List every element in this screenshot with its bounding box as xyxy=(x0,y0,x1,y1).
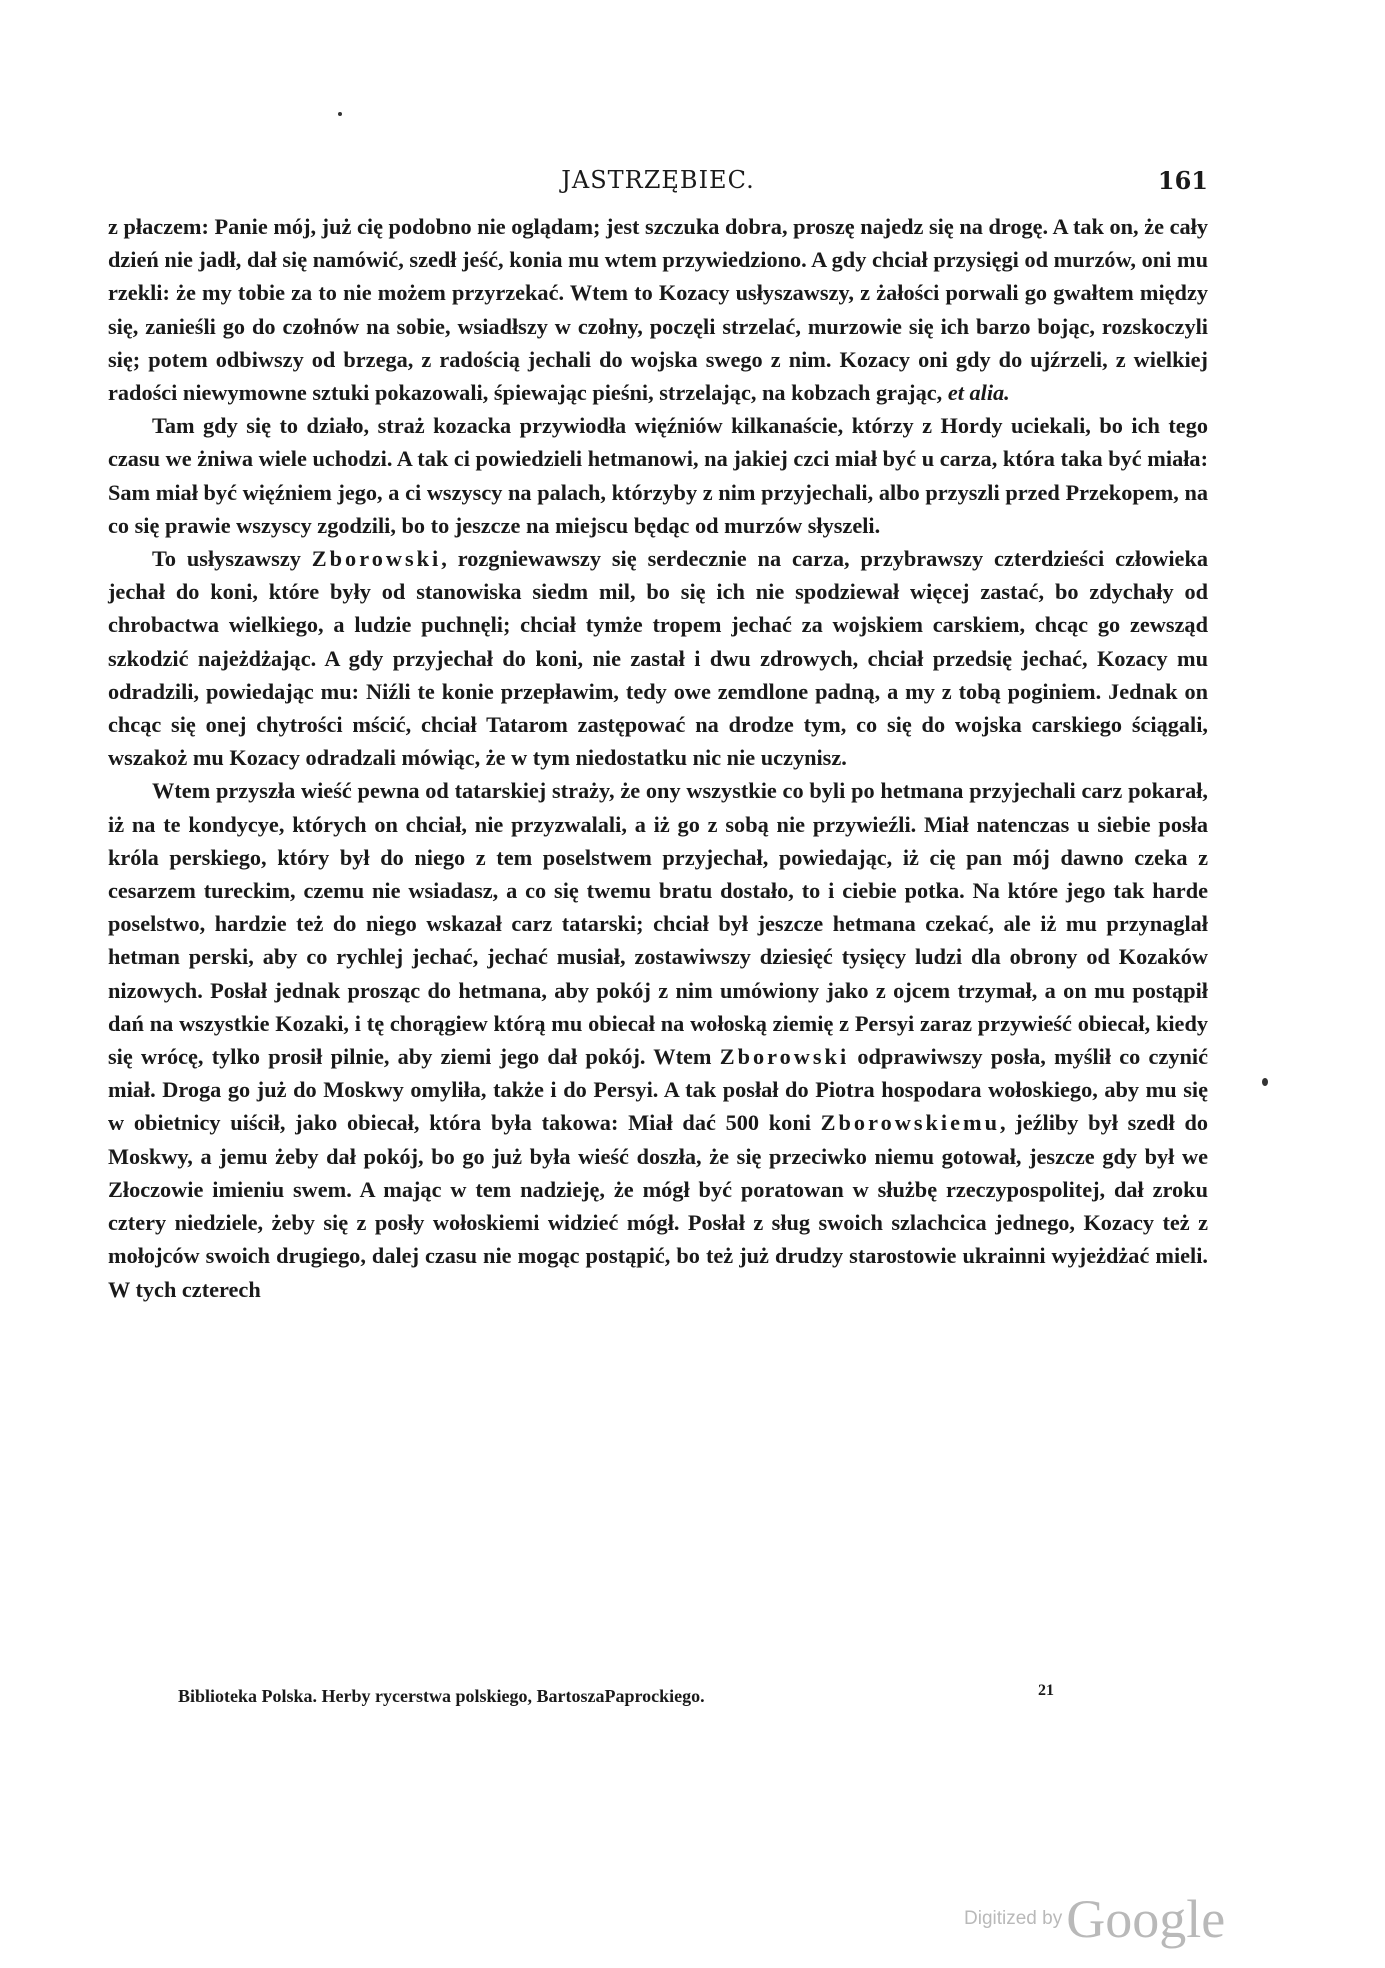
latin-phrase: et alia. xyxy=(947,380,1010,406)
speck-mark xyxy=(1262,1078,1268,1086)
speck-mark xyxy=(338,112,342,116)
document-page xyxy=(108,160,1208,1306)
paragraph-text: Wtem przyszła wieść pewna od tatarskiej straży, że ony wszystkie co byli po hetmana przyjechali carz pokarał, iż na te kondycye, których on chciał, nie przyzwalali, a iż go z sobą nie przywieźli. Miał natenczas u siebie posła króla perskiego, który był do niego z tem poselstwem przyjechał, powiedając, iż cię pan mój dawno czeka z cesarzem tureckim, czemu nie wsiadasz, a co się twemu bratu dostało, to i ciebie potka. Na które jego tak harde poselstwo, hardzie też do niego wskazał carz tatarski; chciał był jeszcze hetmana czekać, ale iż mu przynaglał hetman perski, aby co rychlej jechać, jechać musiał, zostawiwszy dziesięć tysięcy ludzi dla obrony od Kozaków nizowych. Posłał jednak prosząc do hetmana, aby pokój z nim umówiony jako z ojcem trzymał, a on mu postąpił dań na wszystkie Kozaki, i tę chorągiew którą mu obiecał na wołoską ziemię z Persyi zaraz przywieść obiecał, kiedy się wrócę, tylko prosił pilnie, aby ziemi jego dał pokój. Wtem xyxy=(108,778,1208,1070)
watermark-logo: Google xyxy=(1066,1889,1226,1949)
paragraph-2 xyxy=(108,409,1208,542)
paragraph-text: odprawiwszy posła, myślił co czynić miał. Droga go już do Moskwy omyliła, także i do Persyi. A tak posłał do Piotra hospodara wołoskiego, aby mu się w obietnicy uiścił, jako obiecał, która była takowa: Miał dać 500 koni xyxy=(108,1044,1208,1136)
paragraph-3 xyxy=(108,542,1208,774)
page-title: JASTRZĘBIEC. xyxy=(561,166,755,194)
paragraph-text: , rozgniewawszy się serdecznie na carza, przybrawszy czterdzieści człowieka jechał do koni, które były od stanowiska siedm mil, bo się ich nie spodziewał więcej zastać, bo zdychały od chrobactwa wielkiego, a ludzie puchnęli; chciał tymże tropem jechać za wojskiem carskiem, chcąc go zewsząd szkodzić najeżdżając. A gdy przyjechał do koni, nie zastał i dwu zdrowych, chciał przedsię jechać, Kozacy mu odradzili, powiedając mu: Niźli te konie przepławim, tedy owe zemdlone padną, a my z tobą poginiem. Jednak on chcąc się onej chytrości mścić, chciał Tatarom zastępować na drodze tym, co się do wojska carskiego ściągali, wszakoż mu Kozacy odradzali mówiąc, że w tym niedostatku nic nie uczynisz. xyxy=(108,546,1208,771)
paragraph-1 xyxy=(108,210,1208,409)
watermark-prefix: Digitized by xyxy=(964,1908,1063,1929)
footer-imprint: Biblioteka Polska. Herby rycerstwa polskiego, BartoszaPaprockiego. xyxy=(178,1686,705,1706)
paragraph-4 xyxy=(108,774,1208,1305)
paragraph-text: , jeźliby był szedł do Moskwy, a jemu żeby dał pokój, bo go już była wieść doszła, że się przeciwko niemu gotował, jeszcze gdy był we Złoczowie imieniu swem. A mając w tem nadzieję, że mógł być poratowan w służbę rzeczypospolitej, dał zroku cztery niedziele, żeby się z posły wołoskiemi widzieć mógł. Posłał z sług swoich szlachcica jednego, Kozacy też z mołojców swoich drugiego, dalej czasu nie mogąc postąpić, bo też już drudzy starostowie ukrainni wyjeżdżać mieli. W tych czterech xyxy=(108,1110,1208,1302)
body-text xyxy=(108,210,1208,1306)
signature-mark: 21 xyxy=(1038,1682,1054,1699)
name-emphasis: Zborowskiemu xyxy=(820,1110,1000,1136)
paragraph-text: To usłyszawszy xyxy=(152,546,312,572)
running-head xyxy=(108,160,1208,210)
paragraph-text: Tam gdy się to działo, straż kozacka przywiodła więźniów kilkanaście, którzy z Hordy uciekali, bo ich tego czasu we żniwa wiele uchodzi. A tak ci powiedzieli hetmanowi, na jakiej czci miał być u carza, która taka być miała: Sam miał być więźniem jego, a ci wszyscy na palach, którzyby z nim przyjechali, albo przyszli przed Przekopem, na co się prawie wszyscy zgodzili, bo to jeszcze na miejscu będąc od murzów słyszeli. xyxy=(108,413,1208,538)
paragraph-text: z płaczem: Panie mój, już cię podobno nie oglądam; jest szczuka dobra, proszę najedz się na drogę. A tak on, że cały dzień nie jadł, dał się namówić, szedł jeść, konia mu wtem przywiedziono. A gdy chciał przysięgi od murzów, oni mu rzekli: że my tobie za to nie możem przyrzekać. Wtem to Kozacy usłyszawszy, z żałości porwali go gwałtem między się, zanieśli go do czołnów na sobie, wsiadłszy w czołny, poczęli strzelać, murzowie się ich barzo bojąc, rozskoczyli się; potem odbiwszy od brzega, z radością jechali do wojska swego z nim. Kozacy oni gdy do ujźrzeli, z wielkiej radości niewymowne sztuki pokazowali, śpiewając pieśni, strzelając, na kobzach grając, xyxy=(108,214,1208,406)
digitized-watermark xyxy=(964,1888,1225,1950)
name-emphasis: Zborowski xyxy=(719,1044,850,1070)
page-number: 161 xyxy=(1157,166,1208,195)
name-emphasis: Zborowski xyxy=(311,546,442,572)
